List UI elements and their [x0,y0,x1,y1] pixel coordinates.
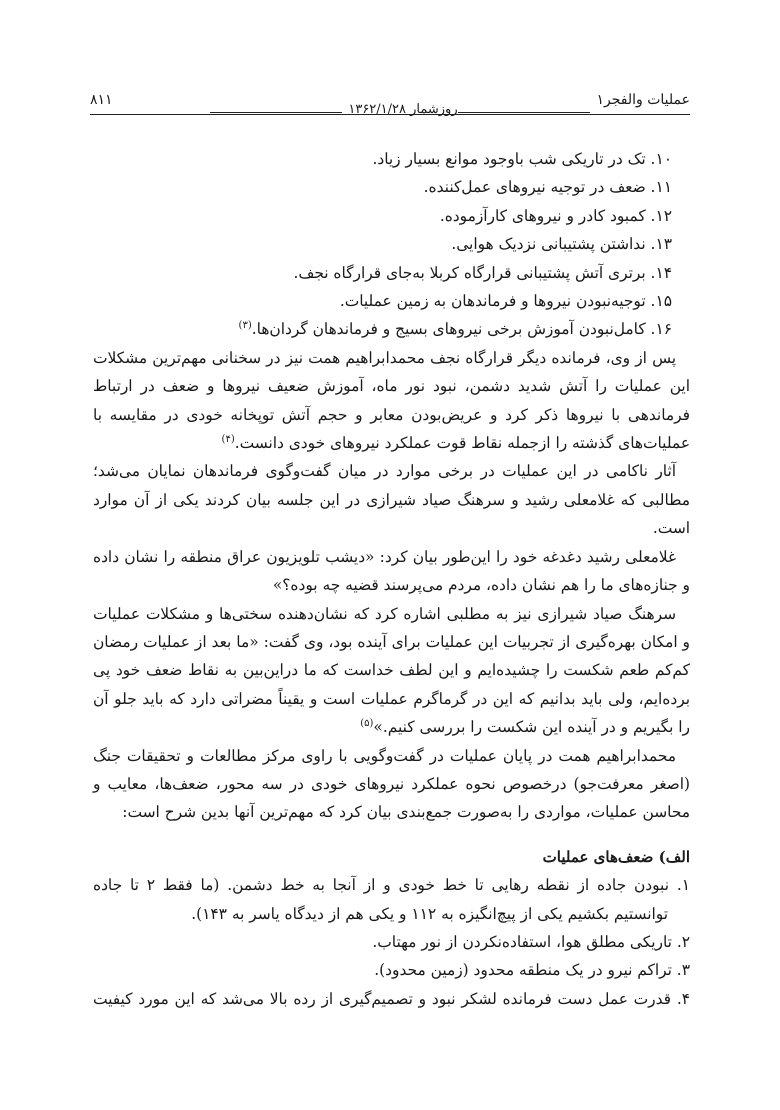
list-item [93,985,690,1013]
list-item: ۱۵. توجیه‌نبودن نیروها و فرماندهان به زمین عملیات. [339,292,672,311]
list-item: ۱۰. تک در تاریکی شب باوجود موانع بسیار زیاد. [372,150,672,168]
list-item-text: ۱۶. کامل‌نبودن آموزش برخی نیروهای بسیج و فرماندهان گردان‌ها. [251,320,672,339]
list-item-text: ۴. قدرت عمل دست فرمانده لشکر نبود و تصمیم‌گیری از رده بالا می‌شد که این مورد کیفیت [93,989,690,1008]
header-rule-left [210,112,342,113]
footnote-ref: (۵) [360,718,374,729]
paragraph-text: محمدابراهیم همت در پایان عملیات در گفت‌وگویی با راوی مرکز مطالعات و تحقیقات جنگ (اصغر معرفت‌جو) درخصوص نحوه عملکرد نیروهای خودی در سه محور، ضعف‌ها، معایب و محاسن عملیات، مواردی را به‌صورت جمع‌بندی بیان کرد که مهم‌ترین آنها بدین شرح است: [93,746,690,822]
running-header [90,92,690,120]
list-item-text: ۲. تاریکی مطلق هوا، استفاده‌نکردن از نور مهتاب. [372,932,690,951]
list-item: ۱۳. نداشتن پشتیبانی نزدیک هوایی. [451,235,672,254]
paragraph [93,543,690,600]
footnote-ref: (۴) [221,433,235,445]
header-underline [90,114,690,115]
paragraph-text: آثار ناکامی در این عملیات در برخی موارد در میان گفت‌وگوی فرماندهان نمایان می‌شد؛ مطالبی که غلامعلی رشید و سرهنگ صیاد شیرازی در این جلسه بیان کردند یکی از آن موارد است. [93,462,690,538]
page-number: ۸۱۱ [90,92,113,108]
list-item [93,315,690,343]
header-date: روزشمار ۱۳۶۲/۱/۲۸ [348,102,458,117]
list-item-text: ۳. تراکم نیرو در یک منطقه محدود (زمین محدود). [374,961,690,980]
paragraph [93,457,690,542]
paragraph-text: پس از وی، فرمانده دیگر قرارگاه نجف محمدابراهیم همت نیز در سخنانی مهم‌ترین مشکلات این عملیات را آتش شدید دشمن، نبود نور ماه، آموزش ضعیف نیروها و ضعف در ارتباط فرماندهی با نیروها ذکر کرد و عریض‌بودن معابر و حجم آتش توپخانه خودی در مقایسه با عملیات‌های گذشته را ازجمله نقاط قوت عملکرد نیروهای خودی دانست. [93,348,690,453]
page-body [93,145,690,1013]
list-item [93,928,690,956]
footnote-ref: (۳) [238,320,252,332]
paragraph [93,742,690,827]
paragraph [93,344,690,458]
header-rule-right [458,112,590,113]
list-item: ۱۱. ضعف در توجیه نیروهای عمل‌کننده. [423,178,672,197]
list-weaknesses-2 [93,871,690,1013]
list-item: ۱۴. برتری آتش پشتیبانی قرارگاه کربلا به‌جای قرارگاه نجف. [293,263,672,282]
list-item-text: ۱. نبودن جاده از نقطه رهایی تا خط خودی و از آنجا به خط دشمن. (ما فقط ۲ تا جاده [93,876,690,895]
paragraph-text: سرهنگ صیاد شیرازی نیز به مطلبی اشاره کرد که نشان‌دهنده سختی‌ها و مشکلات عملیات و امکان بهره‌گیری از تجربیات این عملیات برای آینده بود، وی گفت: «ما بعد از عملیات رمضان کم‌کم طعم شکست را چشیده‌ایم و این لطف خداست که ما دراین‌بین به نقاط ضعف خود پی برده‌ایم، ولی باید بدانیم که این در گرماگرم عملیات است و یقیناً مضراتی دارد که باید جلو آن را بگیریم و در آینده این شکست را بررسی کنیم.» [93,604,690,737]
paragraph-text: غلامعلی رشید دغدغه خود را این‌طور بیان کرد: «دیشب تلویزیون عراق منطقه را نشان داده و جنازه‌های ما را هم نشان داده، مردم می‌پرسند قضیه چه بوده؟» [93,547,690,595]
list-item-continuation: توانستیم بکشیم یکی از پیچ‌انگیزه به ۱۱۲ و یکی هم از دیدگاه یاسر به ۱۴۳). [191,904,668,923]
chapter-title: عملیات والفجر۱ [596,92,690,108]
list-weaknesses-1 [93,145,690,344]
section-heading: الف) ضعف‌های عملیات [542,847,690,866]
paragraph [93,600,690,742]
list-item [93,871,690,928]
list-item: ۱۲. کمبود کادر و نیروهای کارآزموده. [439,206,672,225]
list-item [93,956,690,984]
